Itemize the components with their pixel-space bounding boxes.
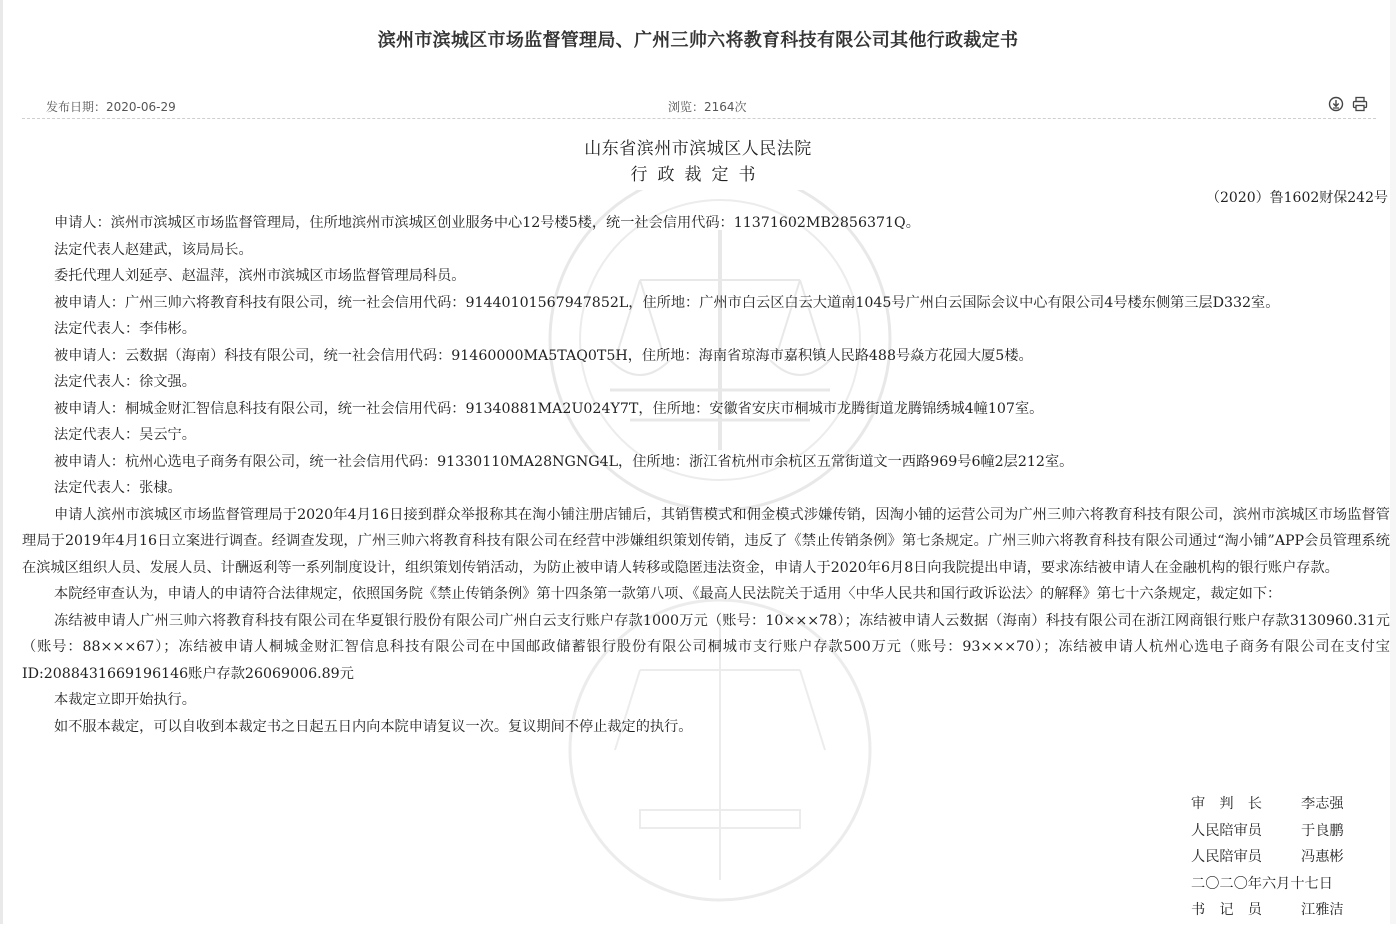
signature-date	[1191, 871, 1344, 898]
legal-representative: 法定代表人赵建武，该局局长。	[54, 241, 253, 258]
document-type: 行政裁定书	[630, 165, 766, 185]
respondent: 被申请人：桐城金财汇智信息科技有限公司，统一社会信用代码：91340881MA2U024Y7T，住所地：安徽省安庆市桐城市龙腾街道龙腾锦绣城4幢107室。	[54, 400, 1044, 417]
ruling-date: 二〇二〇年六月十七日	[1191, 875, 1333, 892]
court-review: 本院经审查认为，申请人的申请符合法律规定，依照国务院《禁止传销条例》第十四条第一款第八项、《最高人民法院关于适用〈中华人民共和国行政诉讼法〉的解释》第七十六条规定，裁定如下：	[54, 586, 1282, 602]
legal-representative: 法定代表人：李伟彬。	[54, 321, 196, 337]
signature-row	[1191, 818, 1344, 845]
signature-block	[1191, 791, 1344, 924]
signature-row	[1191, 791, 1344, 818]
respondent: 被申请人：云数据（海南）科技有限公司，统一社会信用代码：91460000MA5TAQ0T5H，住所地：海南省琼海市嘉积镇人民路488号焱方花园大厦5楼。	[54, 347, 1033, 364]
respondent: 被申请人：杭州心选电子商务有限公司，统一社会信用代码：91330110MA28NGNG4L，住所地：浙江省杭州市余杭区五常街道文一西路969号6幢2层212室。	[54, 453, 1074, 470]
ruling-content: 冻结被申请人广州三帅六将教育科技有限公司在华夏银行股份有限公司广州白云支行账户存款1000万元（账号：10×××78）；冻结被申请人云数据（海南）科技有限公司在浙江网商银行账户存款3130960.31元（账号：88×××67）；冻结被申请人桐城金财汇智信息科技有限公司在中国邮政储蓄银行股份有限公司桐城市支行账户存款500万元（账号：93×××70）；冻结被申请人杭州心选电子商务有限公司在支付宝ID:2088431669196146账户存款26069006.89元	[22, 612, 1390, 682]
signer-name: 冯惠彬	[1301, 849, 1344, 865]
respondent: 被申请人：广州三帅六将教育科技有限公司，统一社会信用代码：91440101567947852L，住所地：广州市白云区白云大道南1045号广州白云国际会议中心有限公司4号楼东侧第三层D332室。	[54, 294, 1280, 311]
signer-name: 李志强	[1301, 796, 1344, 812]
signer-role: 人民陪审员	[1191, 849, 1262, 865]
authorized-agent: 委托代理人刘延亭、赵温萍，滨州市滨城区市场监督管理局科员。	[54, 268, 466, 284]
signer-role: 人民陪审员	[1191, 822, 1262, 839]
print-icon[interactable]	[1352, 96, 1368, 112]
party-applicant: 申请人：滨州市滨城区市场监督管理局，住所地滨州市滨城区创业服务中心12号楼5楼，统一社会信用代码：11371602MB2856371Q。	[54, 215, 920, 231]
case-number: （2020）鲁1602财保242号	[1206, 190, 1388, 206]
signer-name: 江雅洁	[1301, 902, 1344, 918]
download-icon[interactable]	[1328, 96, 1344, 112]
court-name: 山东省滨州市滨城区人民法院	[584, 139, 812, 159]
signature-row	[1191, 844, 1344, 871]
document-body	[22, 210, 1390, 740]
view-count: 浏览：2164次	[668, 100, 747, 114]
legal-representative: 法定代表人：吴云宁。	[54, 427, 196, 443]
meta-bar	[22, 96, 1376, 119]
appeal-notice: 如不服本裁定，可以自收到本裁定书之日起五日内向本院申请复议一次。复议期间不停止裁定的执行。	[54, 718, 693, 735]
signer-role: 书 记 员	[1191, 902, 1262, 918]
case-facts: 申请人滨州市滨城区市场监督管理局于2020年4月16日接到群众举报称其在淘小铺注册店铺后，其销售模式和佣金模式涉嫌传销，因淘小铺的运营公司为广州三帅六将教育科技有限公司，滨州市滨城区市场监督管理局于2019年4月16日立案进行调查。经调查发现，广州三帅六将教育科技有限公司在经营中涉嫌组织策划传销，违反了《禁止传销条例》第七条规定。广州三帅六将教育科技有限公司通过“淘小铺”APP会员管理系统在滨城区组织人员、发展人员、计酬返利等一系列制度设计，组织策划传销活动，为防止被申请人转移或隐匿违法资金，申请人于2020年6月8日向我院提出申请，要求冻结被申请人在金融机构的银行账户存款。	[22, 506, 1390, 576]
publish-date: 发布日期：2020-06-29	[46, 100, 176, 114]
toolbar	[1328, 96, 1368, 112]
legal-representative: 法定代表人：徐文强。	[54, 374, 196, 390]
execution-notice: 本裁定立即开始执行。	[54, 692, 196, 708]
document-title: 滨州市滨城区市场监督管理局、广州三帅六将教育科技有限公司其他行政裁定书	[377, 30, 1019, 51]
signer-role: 审 判 长	[1191, 796, 1262, 812]
signer-name: 于良鹏	[1301, 822, 1344, 839]
signature-row	[1191, 897, 1344, 924]
legal-representative: 法定代表人：张棣。	[54, 480, 182, 496]
